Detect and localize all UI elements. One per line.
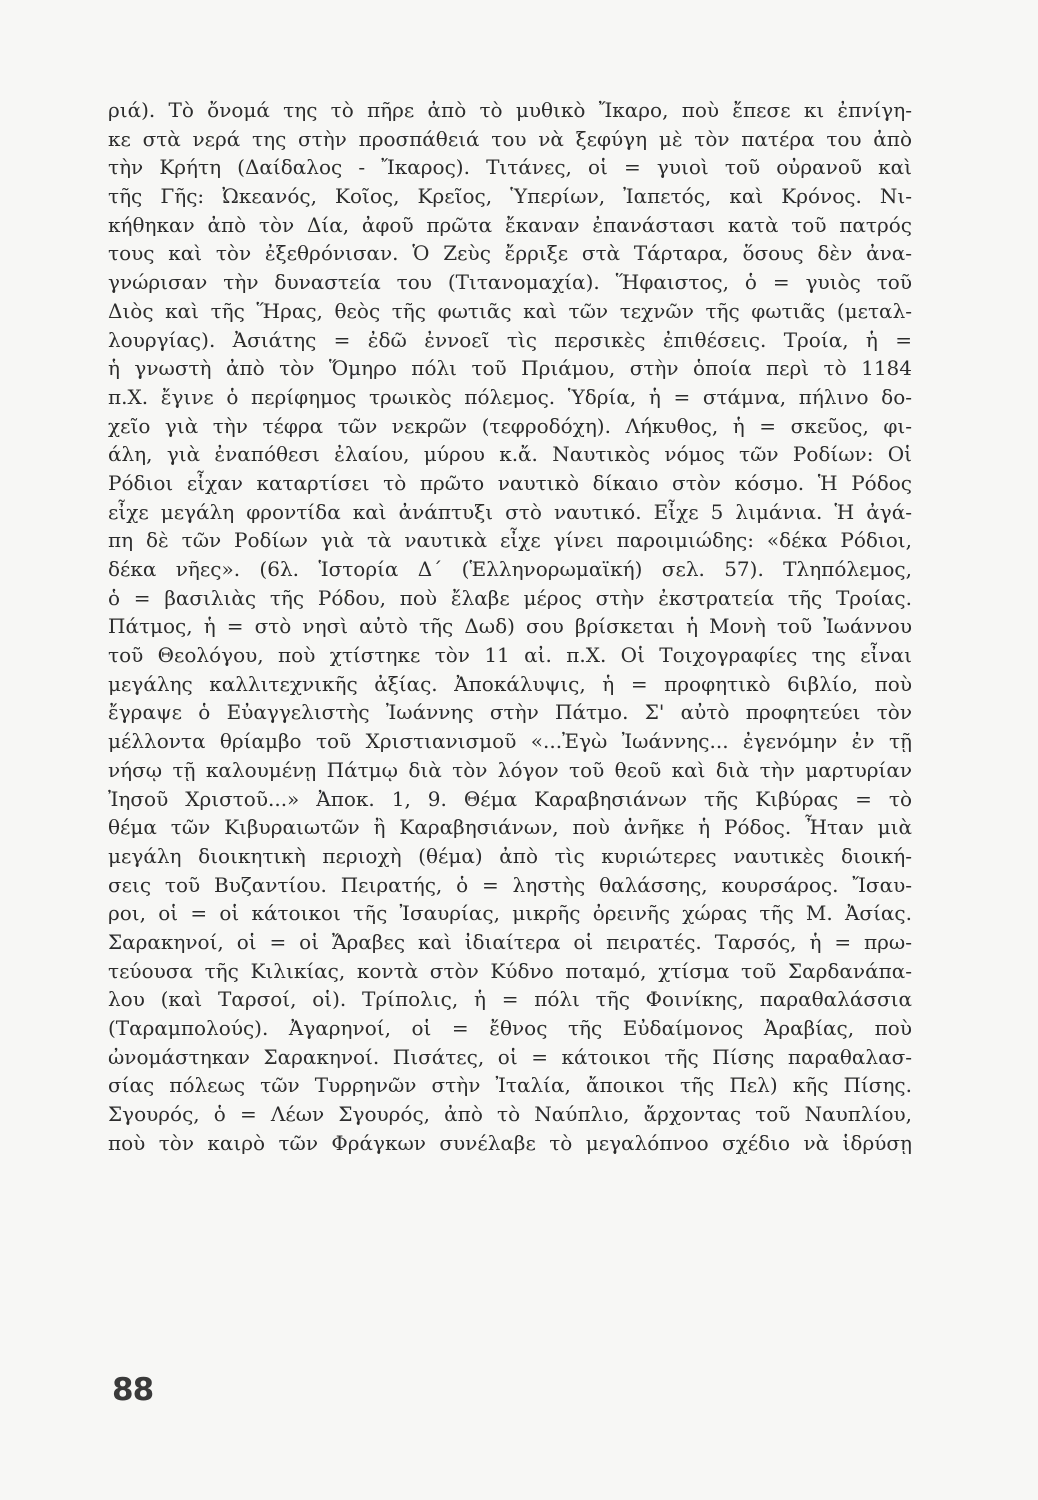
text-line: δέκα νῆες». (6λ. Ἱστορία Δ΄ (Ἑλληνορωμαϊκή) σελ. 57). Τληπόλεμος,	[108, 557, 912, 581]
text-line: ἔγραψε ὁ Εὐαγγελιστὴς Ἰωάννης στὴν Πάτμο. Σ' αὐτὸ προφητεύει τὸν	[108, 700, 912, 725]
text-line: κε στὰ νερά της στὴν προσπάθειά του νὰ ξεφύγη μὲ τὸν πατέρα του ἀπὸ	[108, 126, 912, 151]
text-line: τεύουσα τῆς Κιλικίας, κοντὰ στὸν Κύδνο ποταμό, χτίσμα τοῦ Σαρδανάπα-	[108, 958, 912, 983]
text-line: ποὺ τὸν καιρὸ τῶν Φράγκων συνέλαβε τὸ μεγαλόπνοο σχέδιο νὰ ἱδρύσῃ	[108, 1130, 912, 1155]
text-line: νήσῳ τῇ καλουμένῃ Πάτμῳ διὰ τὸν λόγον τοῦ θεοῦ καὶ διὰ τὴν μαρτυρίαν	[108, 757, 912, 782]
text-line: σίας πόλεως τῶν Τυρρηνῶν στὴν Ἰταλία, ἄποικοι τῆς Πελ) κῆς Πίσης.	[108, 1073, 912, 1098]
text-line: (Ταραμπολούς). Ἀγαρηνοί, οἱ = ἔθνος τῆς Εὐδαίμονος Ἀραβίας, ποὺ	[108, 1016, 912, 1040]
text-line: Σγουρός, ὁ = Λέων Σγουρός, ἀπὸ τὸ Ναύπλιο, ἄρχοντας τοῦ Ναυπλίου,	[108, 1102, 912, 1127]
text-line: τῆς Γῆς: Ὠκεανός, Κοῖος, Κρεῖος, Ὑπερίων, Ἰαπετός, καὶ Κρόνος. Νι-	[108, 184, 912, 209]
text-line: πη δὲ τῶν Ροδίων γιὰ τὰ ναυτικὰ εἶχε γίνει παροιμιώδης: «δέκα Ρόδιοι,	[108, 528, 912, 553]
text-line: άλη, γιὰ ἐναπόθεσι ἐλαίου, μύρου κ.ἄ. Ναυτικὸς νόμος τῶν Ροδίων: Οἱ	[108, 442, 912, 467]
text-line: μεγάλης καλλιτεχνικῆς ἀξίας. Ἀποκάλυψις, ἡ = προφητικὸ 6ιβλίο, ποὺ	[108, 671, 912, 696]
text-line: κήθηκαν ἀπὸ τὸν Δία, ἀφοῦ πρῶτα ἔκαναν ἐπανάστασι κατὰ τοῦ πατρός	[108, 212, 912, 237]
text-line: χεῖο γιὰ τὴν τέφρα τῶν νεκρῶν (τεφροδόχη). Λήκυθος, ἡ = σκεῦος, φι-	[108, 413, 912, 438]
text-line: μεγάλη διοικητικὴ περιοχὴ (θέμα) ἀπὸ τὶς κυριώτερες ναυτικὲς διοική-	[108, 843, 912, 868]
text-line: τους καὶ τὸν ἐξεθρόνισαν. Ὁ Ζεὺς ἔρριξε στὰ Τάρταρα, ὅσους δὲν ἀνα-	[108, 241, 912, 266]
text-line: θέμα τῶν Κιβυραιωτῶν ἢ Καραβησιάνων, ποὺ ἀνῆκε ἡ Ρόδος. Ἦταν μιὰ	[108, 815, 912, 840]
text-line: γνώρισαν τὴν δυναστεία του (Τιτανομαχία). Ἥφαιστος, ὁ = γυιὸς τοῦ	[108, 270, 912, 295]
text-line: τὴν Κρήτη (Δαίδαλος - Ἴκαρος). Τιτάνες, οἱ = γυιοὶ τοῦ οὐρανοῦ καὶ	[108, 155, 912, 180]
text-line: Διὸς καὶ τῆς Ἥρας, θεὸς τῆς φωτιᾶς καὶ τῶν τεχνῶν τῆς φωτιᾶς (μεταλ-	[108, 298, 912, 323]
text-line: Πάτμος, ἡ = στὸ νησὶ αὐτὸ τῆς Δωδ) σου βρίσκεται ἡ Μονὴ τοῦ Ἰωάννου	[108, 614, 912, 639]
text-line: π.Χ. ἔγινε ὁ περίφημος τρωικὸς πόλεμος. Ὑδρία, ἡ = στάμνα, πήλινο δο-	[108, 384, 912, 409]
text-line: τοῦ Θεολόγου, ποὺ χτίστηκε τὸν 11 αἰ. π.Χ. Οἱ Τοιχογραφίες της εἶναι	[108, 643, 912, 668]
page-number: 88	[112, 1372, 154, 1408]
text-line: μέλλοντα θρίαμβο τοῦ Χριστιανισμοῦ «...Ἐγὼ Ἰωάννης... ἐγενόμην ἐν τῇ	[108, 729, 912, 754]
body-text	[108, 96, 912, 1157]
text-line: λου (καὶ Ταρσοί, οἱ). Τρίπολις, ἡ = πόλι τῆς Φοινίκης, παραθαλάσσια	[108, 987, 912, 1012]
text-line: ἡ γνωστὴ ἀπὸ τὸν Ὅμηρο πόλι τοῦ Πριάμου, στὴν ὁποία περὶ τὸ 1184	[108, 356, 912, 381]
text-line: ροι, οἱ = οἱ κάτοικοι τῆς Ἰσαυρίας, μικρῆς ὀρεινῆς χώρας τῆς Μ. Ἀσίας.	[108, 901, 912, 926]
text-line: Ρόδιοι εἶχαν καταρτίσει τὸ πρῶτο ναυτικὸ δίκαιο στὸν κόσμο. Ἡ Ρόδος	[108, 470, 912, 495]
text-line: εἶχε μεγάλη φροντίδα καὶ ἀνάπτυξι στὸ ναυτικό. Εἶχε 5 λιμάνια. Ἡ ἀγά-	[108, 499, 912, 524]
text-line: Σαρακηνοί, οἱ = οἱ Ἄραβες καὶ ἰδιαίτερα οἱ πειρατές. Ταρσός, ἡ = πρω-	[108, 929, 912, 954]
text-line: σεις τοῦ Βυζαντίου. Πειρατής, ὁ = ληστὴς θαλάσσης, κουρσάρος. Ἴσαυ-	[108, 872, 912, 897]
text-line: ὁ = βασιλιὰς τῆς Ρόδου, ποὺ ἔλαβε μέρος στὴν ἐκστρατεία τῆς Τροίας.	[108, 585, 912, 610]
text-line: ὠνομάστηκαν Σαρακηνοί. Πισάτες, οἱ = κάτοικοι τῆς Πίσης παραθαλασ-	[108, 1044, 912, 1069]
text-line: λουργίας). Ἀσιάτης = ἐδῶ ἐννοεῖ τὶς περσικὲς ἐπιθέσεις. Τροία, ἡ =	[108, 327, 912, 352]
text-line: ριά). Τὸ ὄνομά της τὸ πῆρε ἀπὸ τὸ μυθικὸ Ἴκαρο, ποὺ ἔπεσε κι ἐπνίγη-	[108, 98, 912, 122]
text-line: Ἰησοῦ Χριστοῦ...» Ἀποκ. 1, 9. Θέμα Καραβησιάνων τῆς Κιβύρας = τὸ	[108, 786, 912, 811]
